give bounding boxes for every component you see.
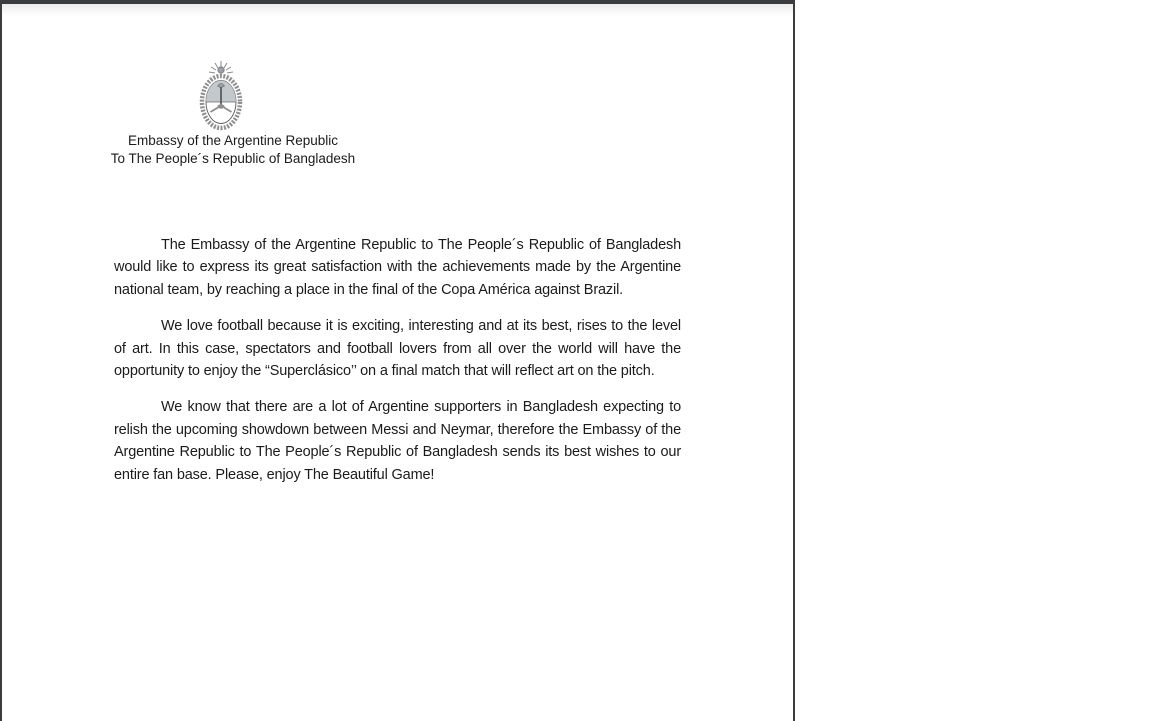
- argentina-coat-of-arms-icon: [195, 61, 247, 131]
- page-left-border: [0, 0, 2, 721]
- letter-paragraph-2: We love football because it is exciting, interesting and at its best, rises to the level of art. In this case, spectators and football lovers from all over the world will have the opportunity to enjoy the “Superclásico’’ on a final match that will reflect art on the pitch.: [114, 318, 681, 380]
- letter-paragraph-3: We know that there are a lot of Argentine supporters in Bangladesh expecting to relish the upcoming showdown between Messi and Neymar, therefore the Embassy of the Argentine Republic to The People´s Republic of Bangladesh sends its best wishes to our entire fan base. Please, enjoy The Beautiful Game!: [114, 399, 681, 483]
- page-right-border: [793, 0, 795, 721]
- embassy-name: Embassy of the Argentine Republic: [127, 133, 339, 148]
- embassy-country: To The People´s Republic of Bangladesh: [110, 151, 356, 166]
- letterhead: [96, 132, 370, 168]
- page-top-shadow: [2, 4, 793, 16]
- letter-paragraph-1: The Embassy of the Argentine Republic to The People´s Republic of Bangladesh would like to express its great satisfaction with the achievements made by the Argentine national team, by reaching a place in the final of the Copa América against Brazil.: [114, 237, 681, 298]
- letter-body: [114, 234, 681, 500]
- page-top-border: [0, 0, 795, 4]
